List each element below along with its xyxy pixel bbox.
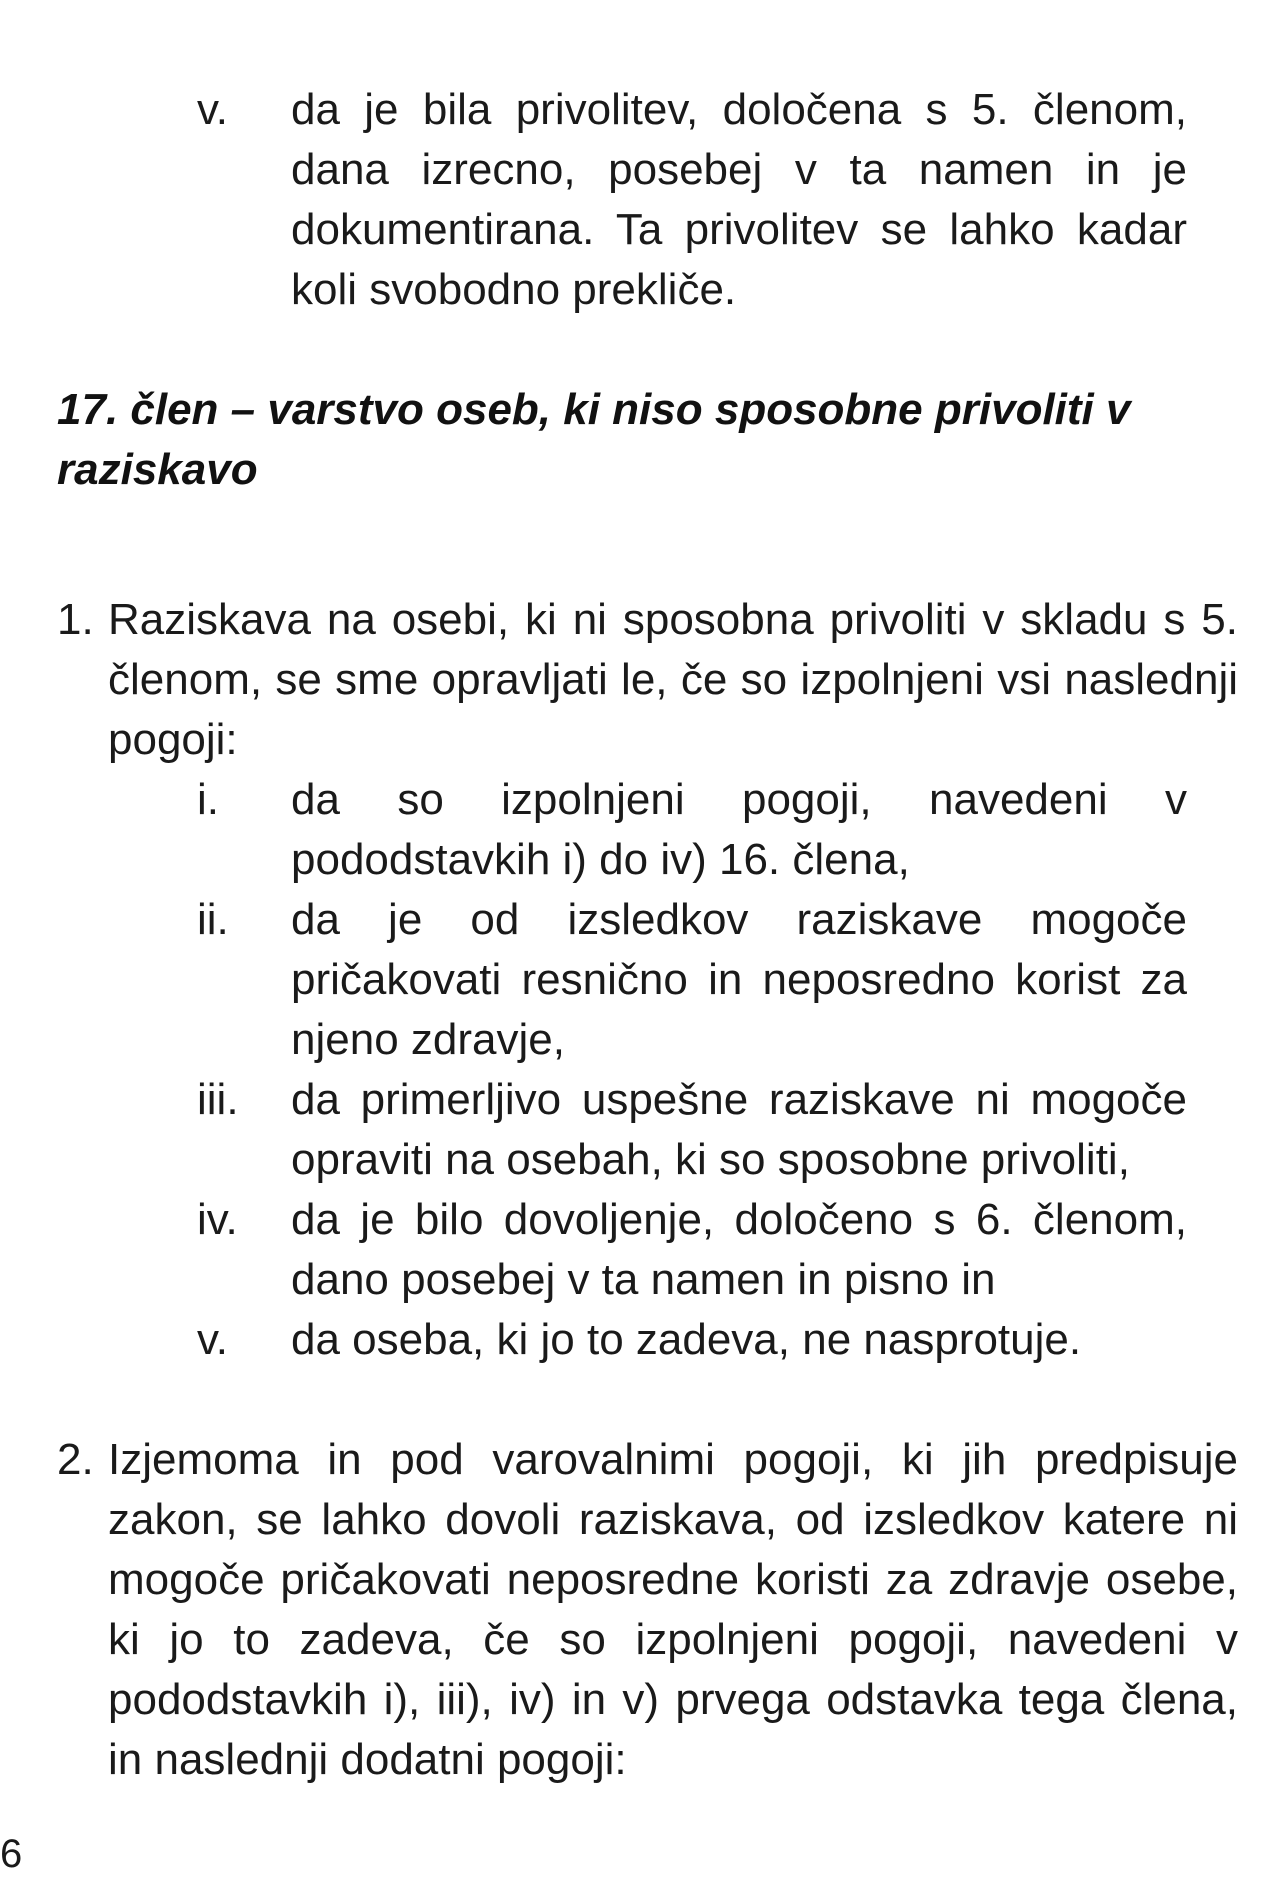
subitem-text: da je bilo dovoljenje, določeno s 6. členom, dano posebej v ta namen in pisno in bbox=[291, 1195, 1187, 1304]
subitem-marker: ii. bbox=[197, 895, 229, 944]
paragraph-text: Raziskava na osebi, ki ni sposobna privoliti v skladu s 5. členom, se sme opravljati le, če so izpolnjeni vsi naslednji pogoji: bbox=[108, 595, 1238, 764]
subitem-marker: v. bbox=[197, 1315, 228, 1364]
subitem-marker: i. bbox=[197, 775, 219, 824]
subitem-text: da je od izsledkov raziskave mogoče pričakovati resnično in neposredno korist za njeno zdravje, bbox=[291, 895, 1187, 1064]
subitem-text: da so izpolnjeni pogoji, navedeni v pododstavkih i) do iv) 16. člena, bbox=[291, 775, 1187, 884]
paragraph-marker: 2. bbox=[57, 1435, 94, 1484]
subitem-marker: v. bbox=[197, 85, 228, 134]
page-number: 6 bbox=[0, 1832, 23, 1876]
subitem-marker: iii. bbox=[197, 1075, 239, 1124]
subitem-text: da primerljivo uspešne raziskave ni mogoče opraviti na osebah, ki so sposobne privoliti, bbox=[291, 1075, 1187, 1184]
paragraph-text: Izjemoma in pod varovalnimi pogoji, ki jih predpisuje zakon, se lahko dovoli raziskava, od izsledkov katere ni mogoče pričakovati neposredne koristi za zdravje osebe, ki jo to zadeva, če so izpolnjeni pogoji, navedeni v pododstavkih i), iii), iv) in v) prvega odstavka tega člena, in naslednji dodatni pogoji: bbox=[108, 1435, 1238, 1784]
article-heading: 17. člen – varstvo oseb, ki niso sposobne privoliti v raziskavo bbox=[57, 385, 1131, 494]
subitem-text: da je bila privolitev, določena s 5. členom, dana izrecno, posebej v ta namen in je dokumentirana. Ta privolitev se lahko kadar koli svobodno prekliče. bbox=[291, 85, 1187, 314]
paragraph-marker: 1. bbox=[57, 595, 94, 644]
subitem-marker: iv. bbox=[197, 1195, 238, 1244]
subitem-text: da oseba, ki jo to zadeva, ne nasprotuje. bbox=[291, 1315, 1082, 1364]
